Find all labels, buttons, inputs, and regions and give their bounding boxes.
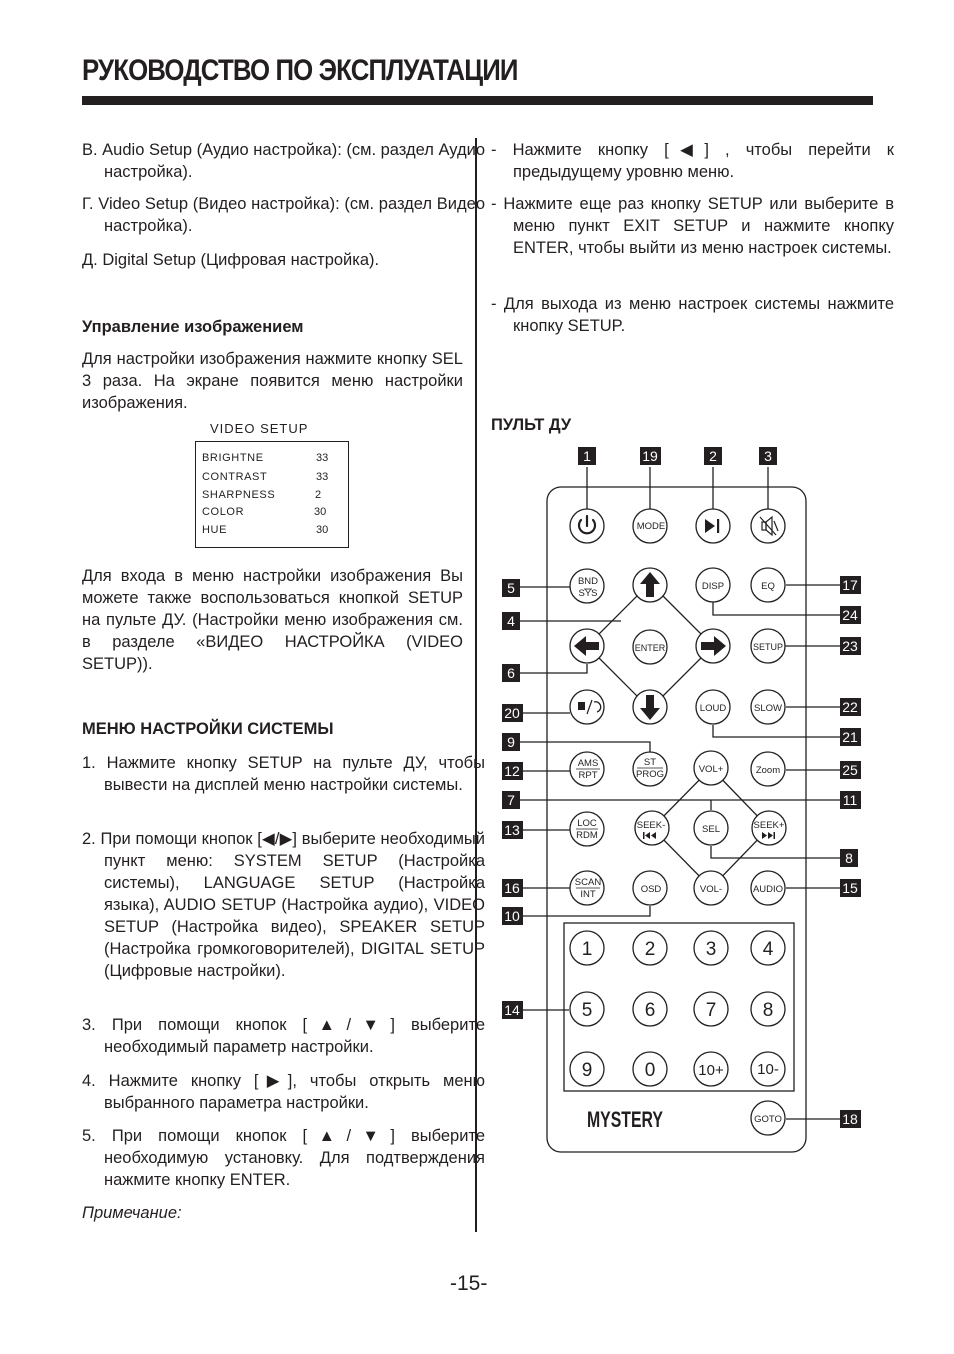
callout-15: 15 — [842, 880, 858, 896]
goto-button[interactable]: GOTO — [754, 1114, 782, 1125]
callout-24: 24 — [842, 607, 858, 623]
ams-rpt-button[interactable]: RPT — [578, 770, 598, 781]
bullet-item: - Для выхода из меню настроек системы нажмите кнопку SETUP. — [491, 295, 894, 335]
sel-button[interactable]: SEL — [702, 824, 720, 835]
video-setup-value: 30 — [314, 506, 327, 518]
st-prog-button[interactable]: ST — [643, 757, 657, 768]
intro-item: Д. Digital Setup (Цифровая настройка). — [82, 251, 380, 269]
callout-4: 4 — [507, 613, 515, 629]
loc-rdm-button[interactable]: LOC — [577, 818, 597, 829]
image-control-heading: Управление изображением — [82, 318, 304, 336]
page-number: -15- — [450, 1272, 488, 1295]
setup-button[interactable]: SETUP — [752, 642, 784, 652]
video-setup-value: 33 — [316, 471, 329, 483]
callout-20: 20 — [504, 705, 520, 721]
ten-minus-button[interactable]: 10- — [757, 1061, 779, 1078]
scan-int-button[interactable]: INT — [580, 889, 596, 900]
video-setup-label: BRIGHTNE — [202, 452, 264, 464]
callout-17: 17 — [842, 577, 858, 593]
callout-14: 14 — [504, 1002, 520, 1018]
ams-rpt-button[interactable]: AMS — [577, 758, 599, 769]
callout-25: 25 — [842, 762, 858, 778]
page-header-title: РУКОВОДСТВО ПО ЭКСПЛУАТАЦИИ — [82, 54, 518, 87]
step-item: 1. Нажмите кнопку SETUP на пульте ДУ, чтобы вывести на дисплей меню настройки системы. — [82, 754, 485, 794]
intro-item: Г. Video Setup (Видео настройка): (см. раздел Видео настройка). — [82, 195, 485, 235]
bullet-item: - Нажмите кнопку [◀] , чтобы перейти к предыдущему уровню меню. — [491, 141, 894, 181]
slow-button[interactable]: SLOW — [754, 703, 782, 714]
loc-rdm-button[interactable]: RDM — [576, 830, 598, 841]
bullet-item: - Нажмите еще раз кнопку SETUP или выберите в меню пункт EXIT SETUP и нажмите кнопку ENTER, чтобы выйти из меню настроек системы. — [491, 195, 894, 257]
brand-logo: MYSTERY — [587, 1108, 663, 1133]
callout-10: 10 — [504, 908, 520, 924]
digit-button[interactable]: 3 — [705, 939, 717, 960]
video-setup-label: COLOR — [202, 506, 245, 518]
video-setup-value: 33 — [316, 452, 329, 464]
callout-3: 3 — [764, 448, 772, 464]
bnd-sys-button[interactable]: BND — [577, 576, 599, 587]
callout-8: 8 — [845, 850, 853, 866]
intro-item: В. Audio Setup (Аудио настройка): (см. раздел Аудио настройка). — [82, 141, 486, 181]
digit-button[interactable]: 4 — [762, 939, 774, 960]
video-setup-title: VIDEO SETUP — [210, 421, 309, 436]
callout-22: 22 — [842, 699, 858, 715]
zoom-button[interactable]: Zoom — [755, 765, 781, 776]
digit-button[interactable]: 1 — [581, 939, 593, 960]
osd-button[interactable]: OSD — [640, 884, 662, 895]
digit-button[interactable]: 6 — [644, 1000, 656, 1021]
ten-plus-button[interactable]: 10+ — [698, 1062, 724, 1079]
vol-plus-button[interactable]: VOL+ — [698, 764, 724, 775]
digit-button[interactable]: 5 — [581, 1000, 593, 1021]
callout-23: 23 — [842, 638, 858, 654]
enter-button[interactable]: ENTER — [634, 643, 666, 653]
image-control-paragraph-2: Для входа в меню настройки изображения Вы можете также воспользоваться кнопкой SETUP на пульте ДУ. (Настройки меню изображения см. в разделе «ВИДЕО НАСТРОЙКА (VIDEO SETUP)). — [82, 567, 463, 673]
video-setup-value: 2 — [315, 489, 322, 501]
callout-21: 21 — [842, 729, 858, 745]
step-item: 3. При помощи кнопок [▲/▼] выберите необходимый параметр настройки. — [82, 1016, 485, 1056]
callout-16: 16 — [504, 880, 520, 896]
step-item: 4. Нажмите кнопку [▶], чтобы открыть меню выбранного параметра настройки. — [82, 1072, 485, 1112]
video-setup-label: CONTRAST — [202, 471, 268, 483]
loud-button[interactable]: LOUD — [699, 703, 727, 714]
remote-heading: ПУЛЬТ ДУ — [491, 416, 572, 434]
callout-1: 1 — [583, 448, 591, 464]
callout-13: 13 — [504, 822, 520, 838]
mode-button[interactable]: MODE — [636, 521, 666, 532]
seek-plus-button[interactable]: SEEK+ — [753, 820, 785, 831]
callout-9: 9 — [507, 734, 515, 750]
callout-19: 19 — [642, 448, 658, 464]
callout-12: 12 — [504, 763, 520, 779]
vol-minus-button[interactable]: VOL- — [699, 884, 723, 895]
system-menu-heading: МЕНЮ НАСТРОЙКИ СИСТЕМЫ — [82, 720, 334, 738]
seek-minus-button[interactable]: SEEK- — [636, 820, 666, 831]
video-setup-label: HUE — [202, 524, 228, 536]
digit-button[interactable]: 7 — [705, 1000, 717, 1021]
step-item: 5. При помощи кнопок [▲/▼] выберите необходимую установку. Для подтверждения нажмите кнопку ENTER. — [82, 1127, 485, 1189]
note-label: Примечание: — [82, 1204, 182, 1222]
digit-button[interactable]: 9 — [581, 1060, 593, 1081]
audio-button[interactable]: AUDIO — [752, 884, 784, 895]
scan-int-button[interactable]: SCAN — [574, 877, 602, 888]
eq-button[interactable]: EQ — [761, 581, 775, 592]
st-prog-button[interactable]: PROG — [636, 769, 664, 780]
callout-2: 2 — [709, 448, 717, 464]
disp-button[interactable]: DISP — [701, 581, 725, 592]
video-setup-label: SHARPNESS — [202, 489, 276, 501]
callout-5: 5 — [507, 580, 515, 596]
digit-button[interactable]: 0 — [644, 1060, 656, 1081]
digit-button[interactable]: 2 — [644, 939, 656, 960]
bnd-sys-button[interactable]: SYS — [578, 588, 598, 599]
callout-18: 18 — [842, 1111, 858, 1127]
callout-11: 11 — [842, 792, 858, 808]
callout-7: 7 — [507, 792, 515, 808]
image-control-paragraph: Для настройки изображения нажмите кнопку SEL 3 раза. На экране появится меню настройки изображения. — [82, 350, 463, 412]
digit-button[interactable]: 8 — [762, 1000, 774, 1021]
video-setup-value: 30 — [316, 524, 329, 536]
step-item: 2. При помощи кнопок [◀/▶] выберите необходимый пункт меню: SYSTEM SETUP (Настройка системы), LANGUAGE SETUP (Настройка языка), AUDIO SETUP (Настройка аудио), VIDEO SETUP (Настройка видео), SPEAKER SETUP (Настройка громкоговорителей), DIGITAL SETUP (Цифровые настройки). — [82, 830, 485, 980]
callout-6: 6 — [507, 665, 515, 681]
